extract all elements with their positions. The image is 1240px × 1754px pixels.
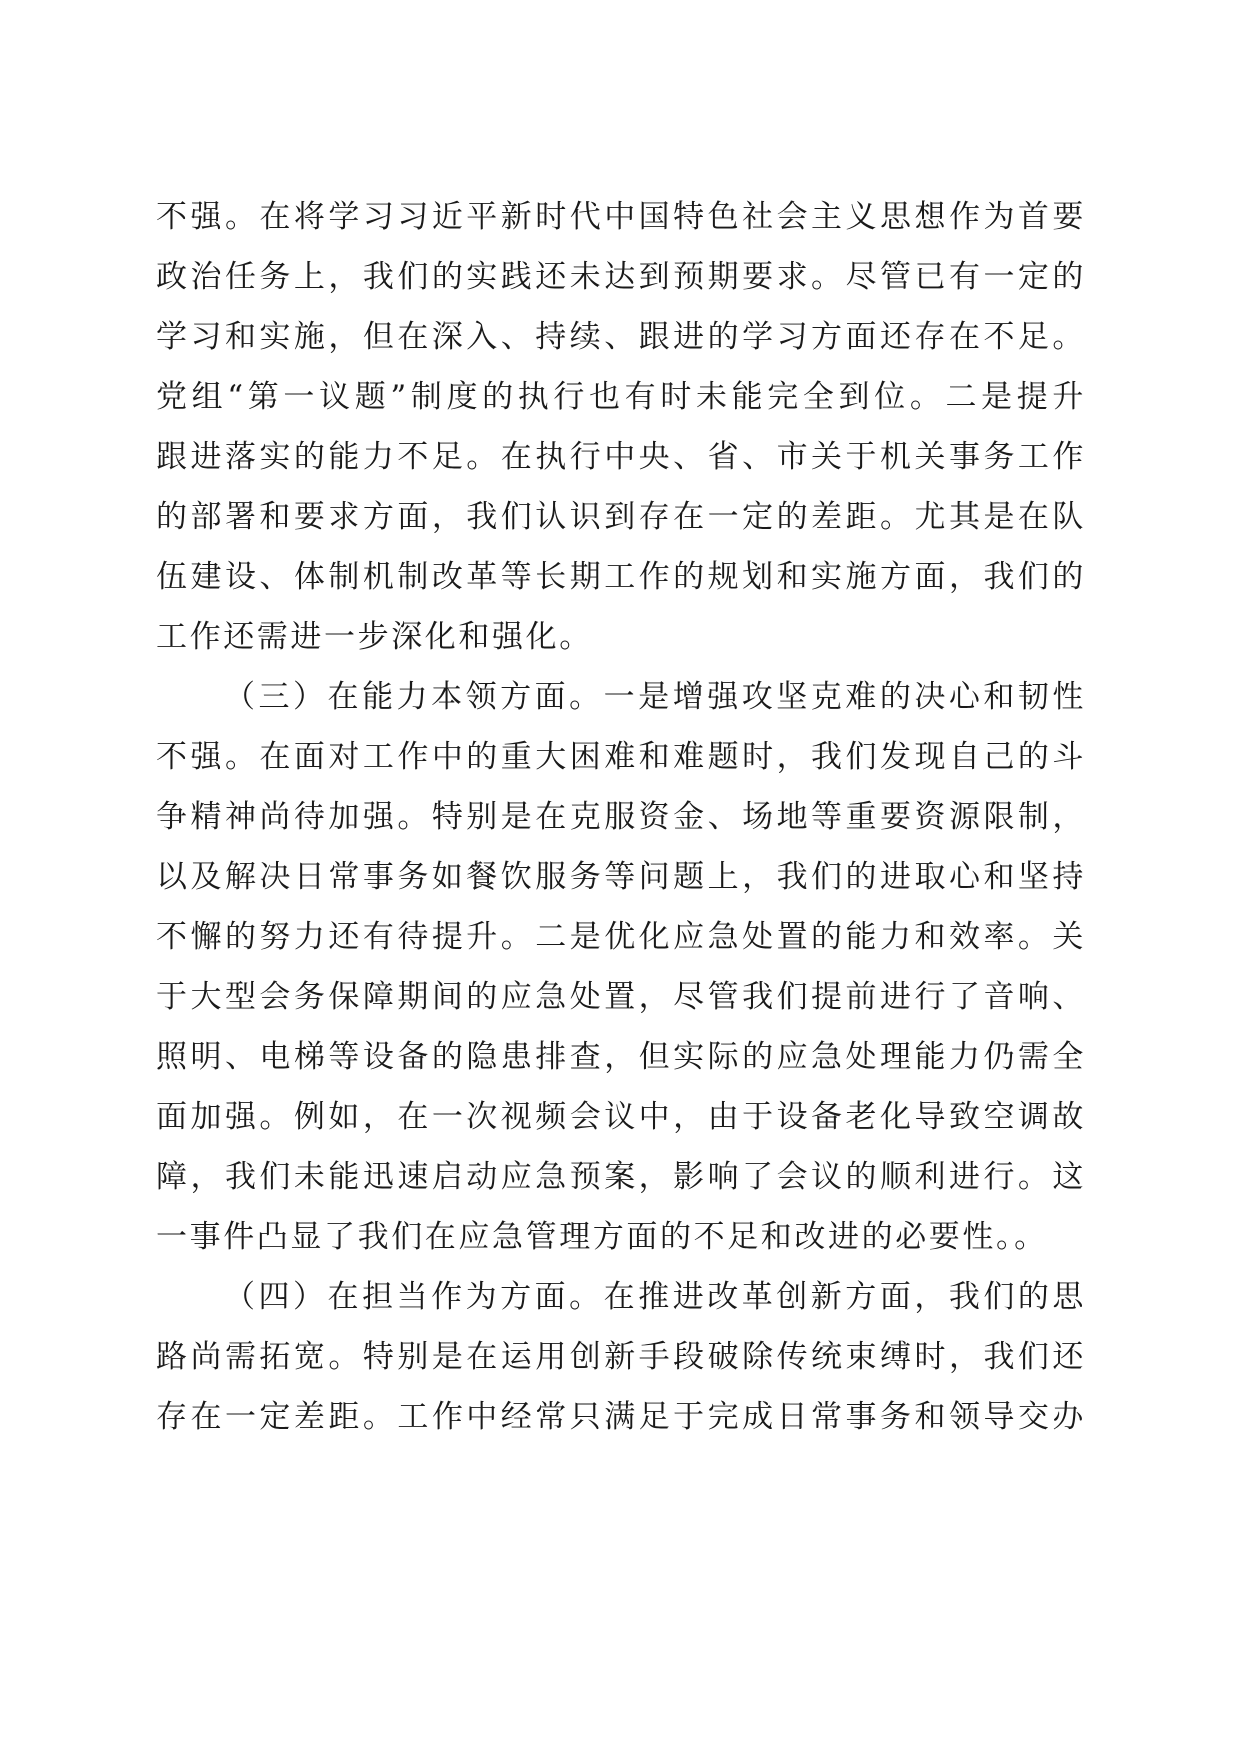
text-line: 障，我们未能迅速启动应急预案，影响了会议的顺利进行。这 bbox=[156, 1159, 1086, 1195]
text-line: 伍建设、体制机制改革等长期工作的规划和实施方面，我们的 bbox=[156, 559, 1086, 595]
text-line: 不强。在面对工作中的重大困难和难题时，我们发现自己的斗 bbox=[156, 739, 1086, 775]
section-heading-line: （三）在能力本领方面。一是增强攻坚克难的决心和韧性 bbox=[224, 679, 1086, 715]
text-line: 政治任务上，我们的实践还未达到预期要求。尽管已有一定的 bbox=[156, 259, 1086, 295]
text-line: 工作还需进一步深化和强化。 bbox=[156, 619, 593, 655]
section-heading-line: （四）在担当作为方面。在推进改革创新方面，我们的思 bbox=[224, 1279, 1086, 1315]
text-line: 路尚需拓宽。特别是在运用创新手段破除传统束缚时，我们还 bbox=[156, 1339, 1086, 1375]
text-line: 学习和实施，但在深入、持续、跟进的学习方面还存在不足。 bbox=[156, 319, 1086, 355]
text-line: 一事件凸显了我们在应急管理方面的不足和改进的必要性。。 bbox=[156, 1219, 1048, 1255]
text-line: 存在一定差距。工作中经常只满足于完成日常事务和领导交办 bbox=[156, 1399, 1086, 1435]
text-line: 于大型会务保障期间的应急处置，尽管我们提前进行了音响、 bbox=[156, 979, 1086, 1015]
text-line: 不强。在将学习习近平新时代中国特色社会主义思想作为首要 bbox=[156, 199, 1086, 235]
text-line: 党组“第一议题”制度的执行也有时未能完全到位。二是提升 bbox=[156, 379, 1086, 415]
text-line: 的部署和要求方面，我们认识到存在一定的差距。尤其是在队 bbox=[156, 499, 1086, 535]
text-line: 以及解决日常事务如餐饮服务等问题上，我们的进取心和坚持 bbox=[156, 859, 1086, 895]
text-line: 照明、电梯等设备的隐患排查，但实际的应急处理能力仍需全 bbox=[156, 1039, 1086, 1075]
text-line: 不懈的努力还有待提升。二是优化应急处置的能力和效率。关 bbox=[156, 919, 1086, 955]
text-line: 面加强。例如，在一次视频会议中，由于设备老化导致空调故 bbox=[156, 1099, 1086, 1135]
document-body bbox=[156, 187, 1086, 1447]
text-line: 争精神尚待加强。特别是在克服资金、场地等重要资源限制， bbox=[156, 799, 1086, 835]
text-line: 跟进落实的能力不足。在执行中央、省、市关于机关事务工作 bbox=[156, 439, 1086, 475]
